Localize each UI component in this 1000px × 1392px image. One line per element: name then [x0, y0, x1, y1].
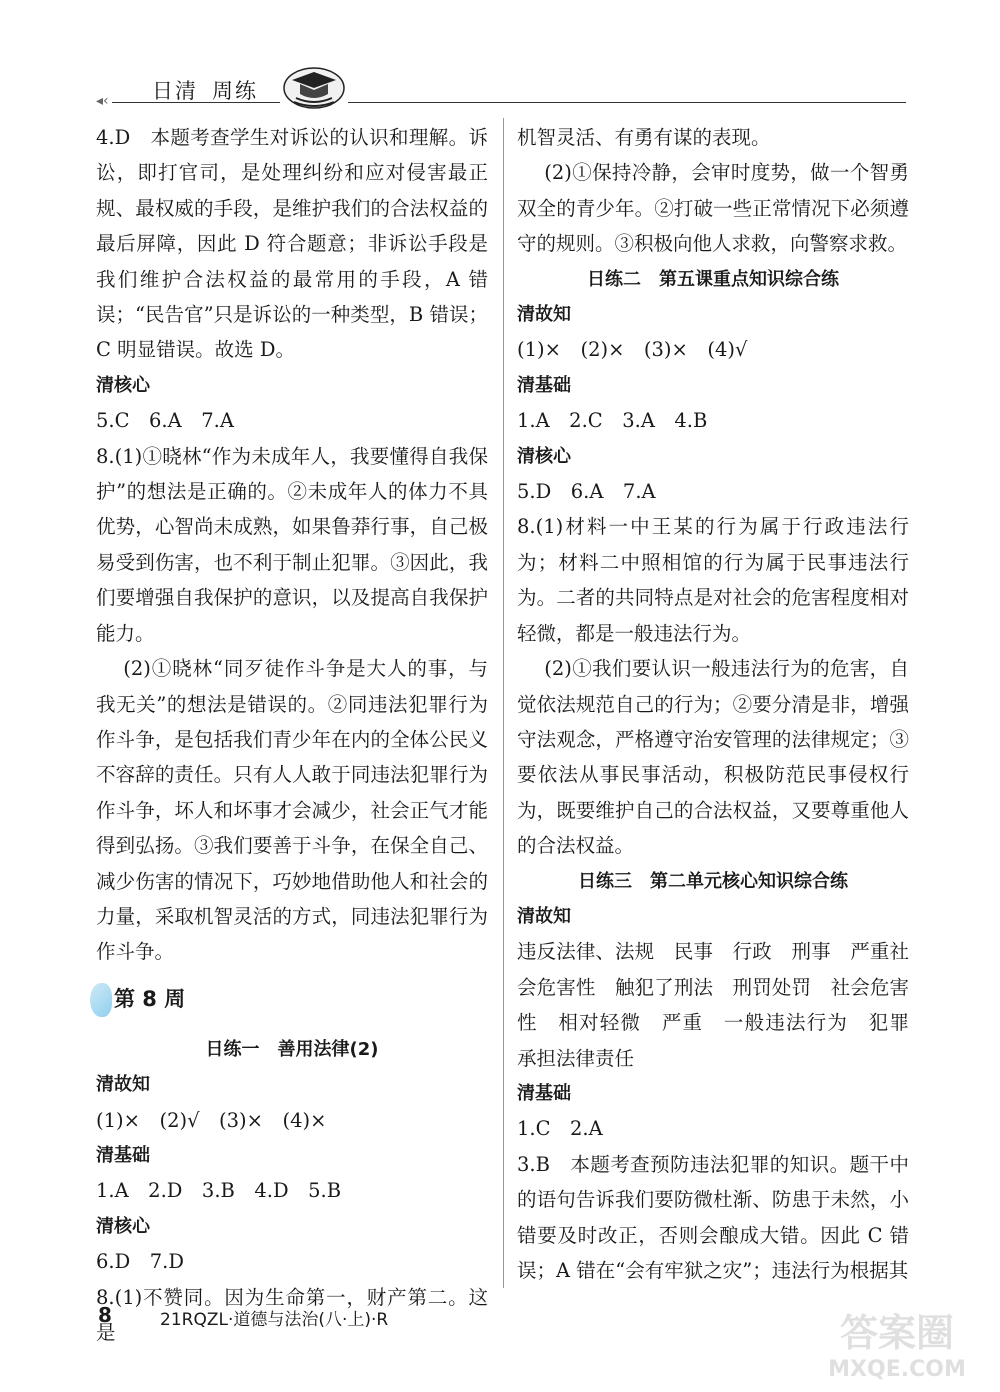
basic-answers: 1.A 2.D 3.B 4.D 5.B	[96, 1179, 342, 1203]
basic-answers-2: 1.C 2.A	[517, 1117, 603, 1141]
know-answers-2: 违反法律、法规 民事 行政 刑事 严重社会危害性 触犯了刑法 刑罚处罚 社会危害性 相对轻微 严重 一般违法行为 犯罪 承担法律责任	[517, 940, 929, 1070]
core-answers-2: 6.D 7.D	[96, 1250, 184, 1274]
lesson-1-title: 日练一 善用法律(2)	[205, 1038, 379, 1060]
graduation-cap-logo-icon	[282, 62, 346, 110]
watermark-line2: MXQE.COM	[828, 1357, 966, 1382]
answer-8-part1: 8.(1)材料一中王某的行为属于行政违法行为；材料二中照相馆的行为属于民事违法行为。二者的共同特点是对社会的危害程度相对轻微，都是一般违法行为。	[517, 515, 909, 645]
header-title	[152, 75, 258, 105]
answer-4-explanation: 4.D 本题考查学生对诉讼的认识和理解。诉讼，即打官司，是处理纠纷和应对侵害最正规、最权威的手段，是维护我们的合法权益的最后屏障，因此 D 符合题意；非诉讼手段是我们维护合法权益的最常用的手段，A 错误；“民告官”只是诉讼的一种类型，B 错误；C 明显错误。故选 D。	[96, 126, 488, 362]
section-heading-core: 清核心	[517, 445, 571, 467]
section-heading-basic-2: 清基础	[517, 1082, 571, 1104]
section-heading-basic: 清基础	[96, 1144, 150, 1166]
core-answers: 5.D 6.A 7.A	[517, 480, 656, 504]
section-heading-know: 清故知	[96, 1074, 150, 1096]
know-answers: (1)× (2)√ (3)× (4)×	[96, 1108, 327, 1132]
answer-8-part2: (2)①我们要认识一般违法行为的危害，自觉依法规范自己的行为；②要分清是非，增强守法观念，严格遵守治安管理的法律规定；③要依法从事民事活动，积极防范民事侵权行为，既要维护自己的合法权益，又要尊重他人的合法权益。	[517, 657, 909, 858]
core-answers: 5.C 6.A 7.A	[96, 409, 234, 433]
footer-text: 21RQZL·道德与法治(八·上)·R	[160, 1310, 389, 1330]
answer-8-part1: 8.(1)①晓林“作为未成年人，我要懂得自我保护”的想法是正确的。②未成年人的体力不具优势，心智尚未成熟，如果鲁莽行事，自己极易受到伤害，也不利于制止犯罪。③因此，我们要增强自我保护的意识，以及提高自我保护能力。	[96, 444, 488, 645]
know-answers: (1)× (2)× (3)× (4)√	[517, 338, 748, 362]
section-heading-know-2: 清故知	[517, 905, 571, 927]
answer-3-explanation: 3.B 本题考查预防违法犯罪的知识。题干中的语句告诉我们要防微杜渐、防患于未然，小错要及时改正，否则会酿成大错。因此 C 错误；A 错在“会有牢狱之灾”；违法行为根据其	[517, 1152, 909, 1282]
week-mark-icon	[90, 983, 112, 1017]
header-rule-right	[348, 102, 906, 103]
column-divider	[503, 118, 504, 1288]
lesson-3-title: 日练三 第二单元核心知识综合练	[578, 870, 848, 892]
section-heading-core-2: 清核心	[96, 1215, 150, 1237]
header-title-part1: 日清	[152, 79, 198, 103]
answer-8b: 8.(1)不赞同。因为生命第一，财产第二。这是	[96, 1285, 488, 1344]
continued-text: 机智灵活、有勇有谋的表现。	[517, 126, 771, 149]
week-title: 第 8 周	[114, 987, 186, 1012]
left-column	[96, 120, 488, 1350]
section-heading-core: 清核心	[96, 374, 150, 396]
lesson-2-title: 日练二 第五课重点知识综合练	[587, 268, 839, 290]
watermark-line1: 答案圈	[839, 1311, 955, 1355]
basic-answers: 1.A 2.C 3.A 4.B	[517, 409, 708, 433]
week-heading	[90, 974, 488, 1026]
header-title-part2: 周练	[212, 79, 258, 103]
answer-8-part2: (2)①晓林“同歹徒作斗争是大人的事，与我无关”的想法是错误的。②同违法犯罪行为作斗争，是包括我们青少年在内的全体公民义不容辞的责任。只有人人敢于同违法犯罪行为作斗争，坏人和坏事才会减少，社会正气才能得到弘扬。③我们要善于斗争，在保全自己、减少伤害的情况下，巧妙地借助他人和社会的力量，采取机智灵活的方式，同违法犯罪行为作斗争。	[96, 657, 488, 964]
section-heading-basic: 清基础	[517, 374, 571, 396]
continued-part2: (2)①保持冷静，会审时度势，做一个智勇双全的青少年。②打破一些正常情况下必须遵守的规则。③积极向他人求救，向警察求救。	[517, 161, 909, 256]
page-number: 8	[98, 1303, 112, 1327]
watermark-logo	[812, 1304, 982, 1384]
header-arrow: ◂‹	[96, 93, 109, 109]
right-column	[517, 120, 929, 1288]
section-heading-know: 清故知	[517, 304, 571, 326]
